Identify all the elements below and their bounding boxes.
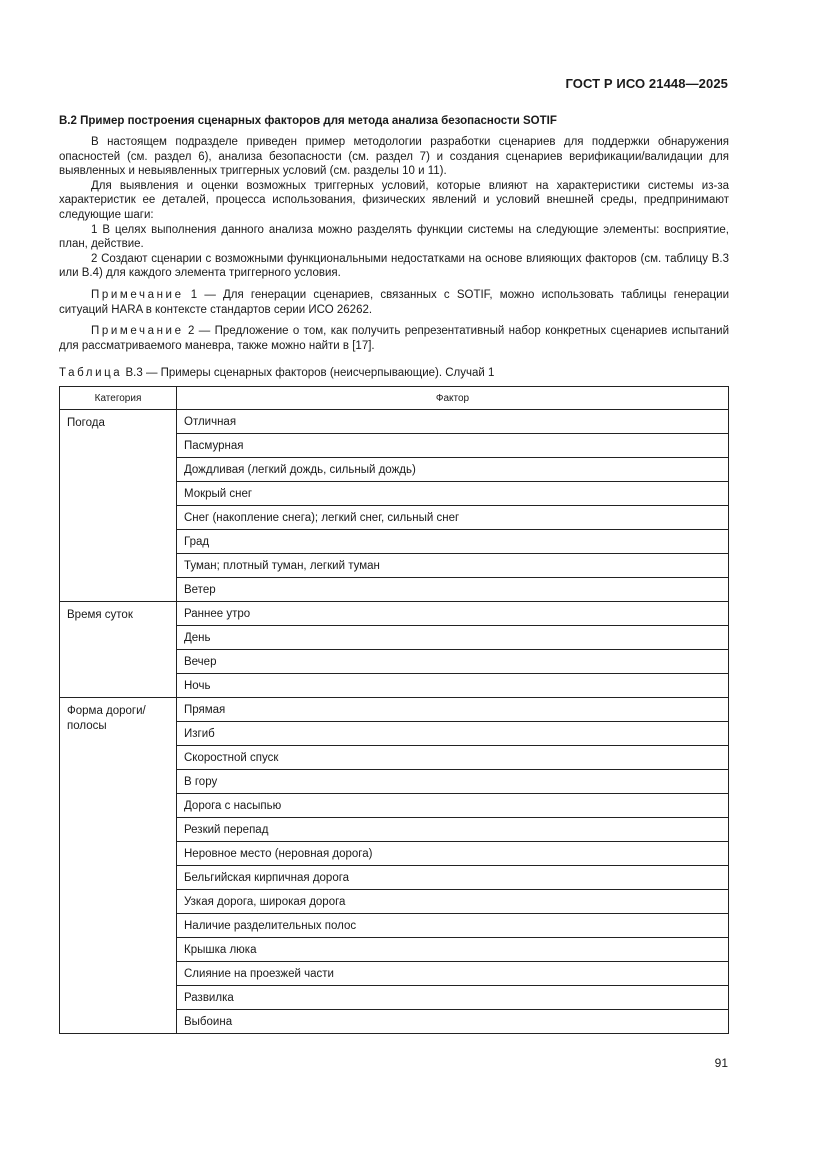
table-row [60, 698, 729, 722]
table-row [60, 602, 729, 626]
factor-cell: Раннее утро [177, 602, 729, 626]
section-heading: В.2 Пример построения сценарных факторов для метода анализа безопасности SOTIF [59, 115, 557, 127]
factor-cell: Узкая дорога, широкая дорога [177, 890, 729, 914]
factor-cell: Бельгийская кирпичная дорога [177, 866, 729, 890]
factor-cell: День [177, 626, 729, 650]
factor-cell: Неровное место (неровная дорога) [177, 842, 729, 866]
page-number: 91 [714, 1056, 728, 1070]
factor-cell: Град [177, 530, 729, 554]
note-1 [59, 288, 729, 317]
category-cell: Время суток [60, 602, 177, 698]
note-label: Примечание [91, 288, 184, 301]
factor-cell: Развилка [177, 986, 729, 1010]
factor-cell: Слияние на проезжей части [177, 962, 729, 986]
factor-cell: Мокрый снег [177, 482, 729, 506]
category-cell: Погода [60, 410, 177, 602]
table-row [60, 410, 729, 434]
paragraph: 2 Создают сценарии с возможными функциональными недостатками на основе влияющих факторов (см. таблицу В.3 или В.4) для каждого элемента триггерного условия. [59, 252, 729, 280]
factor-cell: Наличие разделительных полос [177, 914, 729, 938]
factor-cell: Пасмурная [177, 434, 729, 458]
note-text: 2 — Предложение о том, как получить репрезентативный набор конкретных сценариев испытаний для рассматриваемого маневра, также можно найти в [17]. [59, 325, 729, 352]
category-cell: Форма дороги/полосы [60, 698, 177, 1034]
factor-cell: Крышка люка [177, 938, 729, 962]
paragraph: В настоящем подразделе приведен пример методологии разработки сценариев для поддержки обнаружения опасностей (см. раздел 6), анализа безопасности (см. раздел 7) и создания сценариев верификации/валидации для выявленных и невыявленных триггерных условий (см. разделы 10 и 11). [59, 136, 729, 178]
factor-cell: В гору [177, 770, 729, 794]
page-content [59, 114, 729, 1034]
column-header-factor: Фактор [177, 387, 729, 410]
factor-cell: Ветер [177, 578, 729, 602]
factor-cell: Снег (накопление снега); легкий снег, сильный снег [177, 506, 729, 530]
factor-cell: Туман; плотный туман, легкий туман [177, 554, 729, 578]
factor-cell: Дождливая (легкий дождь, сильный дождь) [177, 458, 729, 482]
note-label: Примечание [91, 325, 184, 338]
factor-cell: Выбоина [177, 1010, 729, 1034]
table-header-row [60, 387, 729, 410]
note-2 [59, 324, 729, 353]
table-caption-text: В.3 — Примеры сценарных факторов (неисчерпывающие). Случай 1 [122, 367, 495, 380]
paragraph: Для выявления и оценки возможных триггерных условий, которые влияют на характеристики системы из-за характеристик ее деталей, процесса использования, физических явлений и условий внешней среды, предпринимают следующие шаги: [59, 179, 729, 221]
note-text: 1 — Для генерации сценариев, связанных с SOTIF, можно использовать таблицы генерации ситуаций HARA в контексте стандартов серии ИСО 26262. [59, 288, 729, 316]
factor-cell: Изгиб [177, 722, 729, 746]
column-header-category: Категория [60, 387, 177, 410]
table-caption-label: Таблица [59, 367, 123, 380]
factor-cell: Дорога с насыпью [177, 794, 729, 818]
factor-cell: Прямая [177, 698, 729, 722]
table-body [60, 410, 729, 1034]
paragraph: 1 В целях выполнения данного анализа можно разделять функции системы на следующие элементы: восприятие, план, действие. [59, 223, 729, 251]
document-header: ГОСТ Р ИСО 21448—2025 [565, 76, 728, 91]
scenario-factors-table [59, 386, 729, 1034]
factor-cell: Скоростной спуск [177, 746, 729, 770]
factor-cell: Вечер [177, 650, 729, 674]
table-caption [59, 366, 729, 381]
factor-cell: Отличная [177, 410, 729, 434]
factor-cell: Резкий перепад [177, 818, 729, 842]
factor-cell: Ночь [177, 674, 729, 698]
